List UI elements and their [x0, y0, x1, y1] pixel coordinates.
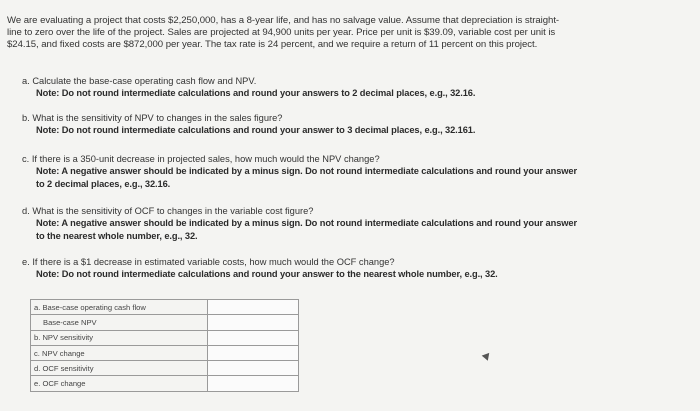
table-row: [31, 315, 299, 330]
row-label: e. OCF change: [31, 376, 208, 391]
row-label: b. NPV sensitivity: [31, 330, 208, 345]
table-row: [31, 361, 299, 376]
question-c: [22, 153, 698, 190]
question-text: b. What is the sensitivity of NPV to changes in the sales figure?: [22, 113, 283, 123]
question-note: Note: Do not round intermediate calculations and round your answer to 3 decimal places, e.g., 32.161.: [36, 125, 476, 136]
intro-line: We are evaluating a project that costs $2,250,000, has a 8-year life, and has no salvage value. Assume that depreciation is straight-: [7, 15, 560, 26]
npv-answer-input[interactable]: [208, 315, 299, 330]
table-row: [31, 330, 299, 345]
npv-sensitivity-input[interactable]: [208, 330, 299, 345]
table-row: [31, 376, 299, 391]
question-b: [22, 112, 698, 137]
table-row: [31, 300, 299, 315]
question-text: a. Calculate the base-case operating cash flow and NPV.: [22, 76, 257, 86]
question-d: [22, 205, 698, 242]
answer-table: [30, 299, 299, 392]
ocf-change-input[interactable]: [208, 376, 299, 391]
table-row: [31, 345, 299, 360]
problem-statement: [7, 15, 695, 52]
question-note: to 2 decimal places, e.g., 32.16.: [36, 178, 171, 189]
ocf-answer-input[interactable]: [208, 300, 299, 315]
question-note: to the nearest whole number, e.g., 32.: [36, 230, 198, 241]
mouse-cursor-icon: [482, 350, 493, 361]
question-text: c. If there is a 350-unit decrease in projected sales, how much would the NPV change?: [22, 154, 380, 164]
row-label: d. OCF sensitivity: [31, 361, 208, 376]
question-text: d. What is the sensitivity of OCF to changes in the variable cost figure?: [22, 206, 314, 216]
row-label: Base-case NPV: [31, 315, 208, 330]
question-note: Note: A negative answer should be indicated by a minus sign. Do not round intermediate calculations and round your answer: [36, 166, 577, 177]
question-text: e. If there is a $1 decrease in estimated variable costs, how much would the OCF change?: [22, 257, 395, 267]
row-label: a. Base-case operating cash flow: [31, 300, 208, 315]
npv-change-input[interactable]: [208, 345, 299, 360]
question-note: Note: Do not round intermediate calculations and round your answers to 2 decimal places, e.g., 32.16.: [36, 88, 476, 99]
question-a: [22, 75, 698, 100]
question-note: Note: A negative answer should be indicated by a minus sign. Do not round intermediate calculations and round your answer: [36, 218, 577, 229]
row-label: c. NPV change: [31, 345, 208, 360]
ocf-sensitivity-input[interactable]: [208, 361, 299, 376]
question-e: [22, 256, 698, 281]
intro-line: line to zero over the life of the project. Sales are projected at 94,900 units per year. Price per unit is $39.09, variable cost per unit is: [7, 27, 556, 39]
intro-line: $24.15, and fixed costs are $872,000 per year. The tax rate is 24 percent, and we require a return of 11 percent on this project.: [7, 39, 538, 51]
question-note: Note: Do not round intermediate calculations and round your answer to the nearest whole number, e.g., 32.: [36, 269, 498, 280]
